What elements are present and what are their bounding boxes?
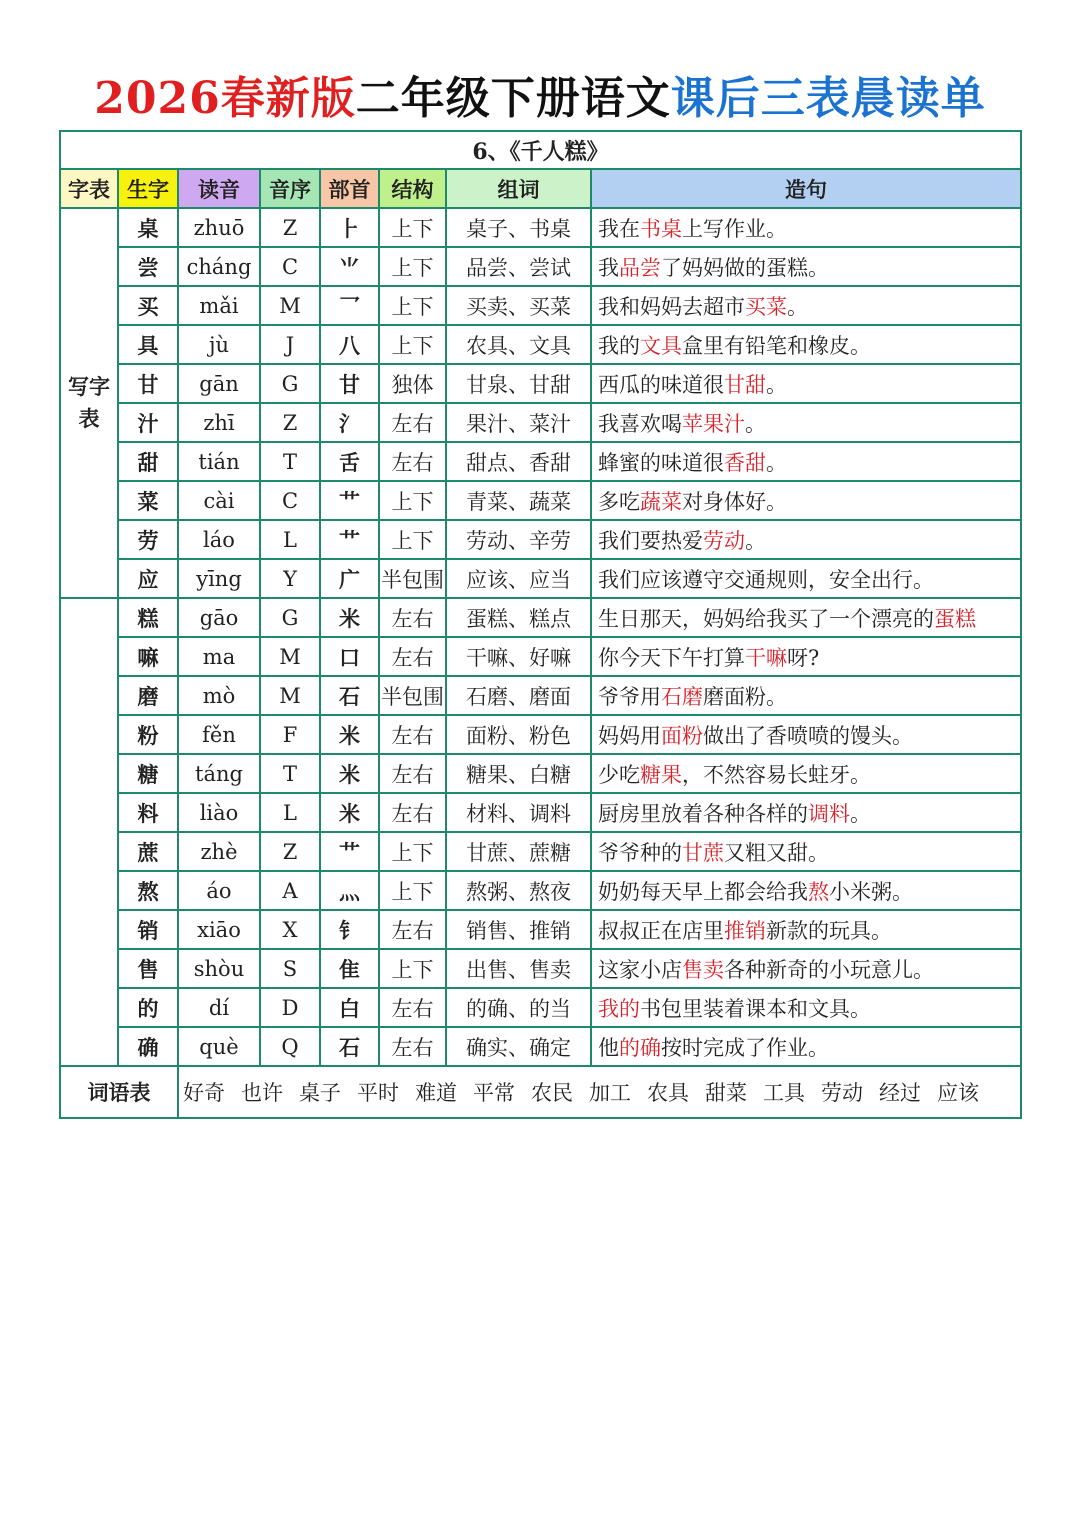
bushou-cell: 氵 — [320, 403, 379, 442]
pinyin-cell: zhè — [178, 832, 260, 871]
bushou-cell: 甘 — [320, 364, 379, 403]
vocab-label: 词语表 — [60, 1066, 178, 1118]
sentence-after: 。 — [766, 372, 787, 397]
bushou-cell: 八 — [320, 325, 379, 364]
jiegou-cell: 上下 — [379, 520, 446, 559]
table-row — [60, 871, 1021, 910]
pinyin-cell: jù — [178, 325, 260, 364]
pinyin-cell: yīng — [178, 559, 260, 598]
pinyin-cell: ma — [178, 637, 260, 676]
jiegou-cell: 上下 — [379, 871, 446, 910]
bushou-cell: 艹 — [320, 832, 379, 871]
char-cell: 买 — [118, 286, 178, 325]
table-row — [60, 520, 1021, 559]
table-row — [60, 1027, 1021, 1066]
table-row — [60, 754, 1021, 793]
yinxu-cell: Z — [260, 208, 320, 247]
yinxu-cell: G — [260, 364, 320, 403]
sentence-cell — [591, 364, 1021, 403]
sentence-before: 多吃 — [598, 489, 640, 514]
zuci-cell: 应该、应当 — [446, 559, 591, 598]
header-row — [60, 169, 1021, 208]
pinyin-cell: láo — [178, 520, 260, 559]
sentence-before: 西瓜的味道很 — [598, 372, 724, 397]
lesson-title: 6、《千人糕》 — [60, 131, 1021, 169]
sentence-after: 做出了香喷喷的馒头。 — [703, 723, 913, 748]
bushou-cell: 艹 — [320, 520, 379, 559]
sentence-after: 上写作业。 — [682, 216, 787, 241]
bushou-cell: 米 — [320, 598, 379, 637]
char-cell: 具 — [118, 325, 178, 364]
yinxu-cell: M — [260, 637, 320, 676]
sentence-cell — [591, 637, 1021, 676]
char-cell: 料 — [118, 793, 178, 832]
char-cell: 确 — [118, 1027, 178, 1066]
char-cell: 嘛 — [118, 637, 178, 676]
header-jiegou: 结构 — [379, 169, 446, 208]
table-row — [60, 247, 1021, 286]
char-cell: 糖 — [118, 754, 178, 793]
char-cell: 甘 — [118, 364, 178, 403]
table-row — [60, 676, 1021, 715]
sentence-after: 对身体好。 — [682, 489, 787, 514]
sentence-after: 又粗又甜。 — [724, 840, 829, 865]
sentence-before: 我在 — [598, 216, 640, 241]
jiegou-cell: 独体 — [379, 364, 446, 403]
sentence-highlight: 品尝 — [619, 255, 661, 280]
table-row — [60, 715, 1021, 754]
jiegou-cell: 半包围 — [379, 676, 446, 715]
bushou-cell: 白 — [320, 988, 379, 1027]
sentence-after: 。 — [787, 294, 808, 319]
section-label: 写字表 — [60, 208, 118, 598]
zuci-cell: 确实、确定 — [446, 1027, 591, 1066]
bushou-cell: 口 — [320, 637, 379, 676]
sentence-after: 盒里有铅笔和橡皮。 — [682, 333, 871, 358]
sentence-after: 。 — [745, 528, 766, 553]
header-bushou: 部首 — [320, 169, 379, 208]
sentence-before: 爷爷用 — [598, 684, 661, 709]
sentence-before: 奶奶每天早上都会给我 — [598, 879, 808, 904]
table-row — [60, 832, 1021, 871]
sentence-cell — [591, 754, 1021, 793]
sentence-before: 妈妈用 — [598, 723, 661, 748]
bushou-cell: 隹 — [320, 949, 379, 988]
char-cell: 的 — [118, 988, 178, 1027]
sentence-after: ，不然容易长蛀牙。 — [682, 762, 871, 787]
jiegou-cell: 左右 — [379, 910, 446, 949]
char-cell: 售 — [118, 949, 178, 988]
sentence-highlight: 调料 — [808, 801, 850, 826]
sentence-after: 新款的玩具。 — [766, 918, 892, 943]
vocab-words — [178, 1066, 1021, 1118]
reading-table — [59, 130, 1022, 1119]
jiegou-cell: 上下 — [379, 949, 446, 988]
bushou-cell: 舌 — [320, 442, 379, 481]
char-cell: 劳 — [118, 520, 178, 559]
zuci-cell: 甘蔗、蔗糖 — [446, 832, 591, 871]
table-row — [60, 988, 1021, 1027]
char-cell: 销 — [118, 910, 178, 949]
zuci-cell: 农具、文具 — [446, 325, 591, 364]
jiegou-cell: 上下 — [379, 325, 446, 364]
sentence-before: 我喜欢喝 — [598, 411, 682, 436]
header-yinxu: 音序 — [260, 169, 320, 208]
bushou-cell: 米 — [320, 754, 379, 793]
char-cell: 汁 — [118, 403, 178, 442]
sentence-highlight: 蛋糕 — [934, 606, 976, 631]
sentence-highlight: 买菜 — [745, 294, 787, 319]
pinyin-cell: táng — [178, 754, 260, 793]
zuci-cell: 品尝、尝试 — [446, 247, 591, 286]
bushou-cell: 广 — [320, 559, 379, 598]
yinxu-cell: Z — [260, 403, 320, 442]
sentence-after: 。 — [745, 411, 766, 436]
zuci-cell: 桌子、书桌 — [446, 208, 591, 247]
vocab-word: 工具 — [763, 1081, 805, 1105]
zuci-cell: 面粉、粉色 — [446, 715, 591, 754]
table-row — [60, 403, 1021, 442]
jiegou-cell: 左右 — [379, 988, 446, 1027]
bushou-cell: 艹 — [320, 481, 379, 520]
sentence-highlight: 文具 — [640, 333, 682, 358]
sentence-after: 书包里装着课本和文具。 — [640, 996, 871, 1021]
jiegou-cell: 上下 — [379, 208, 446, 247]
sentence-highlight: 书桌 — [640, 216, 682, 241]
vocab-word: 平时 — [357, 1081, 399, 1105]
pinyin-cell: áo — [178, 871, 260, 910]
yinxu-cell: A — [260, 871, 320, 910]
sentence-highlight: 石磨 — [661, 684, 703, 709]
bushou-cell: 钅 — [320, 910, 379, 949]
zuci-cell: 干嘛、好嘛 — [446, 637, 591, 676]
sentence-highlight: 甘蔗 — [682, 840, 724, 865]
sentence-before: 你今天下午打算 — [598, 645, 745, 670]
sentence-after: 。 — [850, 801, 871, 826]
table-row — [60, 793, 1021, 832]
table-row — [60, 598, 1021, 637]
sentence-highlight: 苹果汁 — [682, 411, 745, 436]
header-zuci: 组词 — [446, 169, 591, 208]
vocab-word: 好奇 — [183, 1081, 225, 1105]
zuci-cell: 买卖、买菜 — [446, 286, 591, 325]
jiegou-cell: 左右 — [379, 637, 446, 676]
jiegou-cell: 左右 — [379, 1027, 446, 1066]
yinxu-cell: Q — [260, 1027, 320, 1066]
char-cell: 应 — [118, 559, 178, 598]
jiegou-cell: 上下 — [379, 481, 446, 520]
pinyin-cell: dí — [178, 988, 260, 1027]
vocab-word: 经过 — [879, 1081, 921, 1105]
sentence-before: 我 — [598, 255, 619, 280]
sentence-cell — [591, 949, 1021, 988]
sentence-before: 蜂蜜的味道很 — [598, 450, 724, 475]
char-cell: 尝 — [118, 247, 178, 286]
lesson-caption-row — [60, 131, 1021, 169]
vocab-row — [60, 1066, 1021, 1118]
vocab-word: 农具 — [647, 1081, 689, 1105]
zuci-cell: 销售、推销 — [446, 910, 591, 949]
sentence-cell — [591, 598, 1021, 637]
yinxu-cell: L — [260, 793, 320, 832]
pinyin-cell: fěn — [178, 715, 260, 754]
sentence-before: 少吃 — [598, 762, 640, 787]
pinyin-cell: cháng — [178, 247, 260, 286]
zuci-cell: 出售、售卖 — [446, 949, 591, 988]
sentence-highlight: 面粉 — [661, 723, 703, 748]
sentence-cell — [591, 676, 1021, 715]
bushou-cell: ⺌ — [320, 247, 379, 286]
sentence-highlight: 甘甜 — [724, 372, 766, 397]
pinyin-cell: què — [178, 1027, 260, 1066]
sentence-cell — [591, 325, 1021, 364]
jiegou-cell: 左右 — [379, 598, 446, 637]
header-shengzi: 生字 — [118, 169, 178, 208]
table-row — [60, 208, 1021, 247]
zuci-cell: 甘泉、甘甜 — [446, 364, 591, 403]
jiegou-cell: 左右 — [379, 754, 446, 793]
yinxu-cell: Y — [260, 559, 320, 598]
vocab-word: 应该 — [937, 1081, 979, 1105]
sentence-before: 爷爷种的 — [598, 840, 682, 865]
sentence-highlight: 的确 — [619, 1035, 661, 1060]
sentence-highlight: 蔬菜 — [640, 489, 682, 514]
bushou-cell: 米 — [320, 793, 379, 832]
jiegou-cell: 左右 — [379, 793, 446, 832]
sentence-cell — [591, 715, 1021, 754]
sentence-cell — [591, 520, 1021, 559]
table-row — [60, 481, 1021, 520]
vocab-word: 劳动 — [821, 1081, 863, 1105]
char-cell: 熬 — [118, 871, 178, 910]
title-part-grade: 二年级下册语文 — [355, 73, 671, 124]
pinyin-cell: zhī — [178, 403, 260, 442]
sentence-cell — [591, 208, 1021, 247]
sentence-after: 小米粥。 — [829, 879, 913, 904]
sentence-cell — [591, 403, 1021, 442]
sentence-after: 按时完成了作业。 — [661, 1035, 829, 1060]
table-row — [60, 949, 1021, 988]
zuci-cell: 熬粥、熬夜 — [446, 871, 591, 910]
bushou-cell: 石 — [320, 676, 379, 715]
vocab-word: 也许 — [241, 1081, 283, 1105]
vocab-word: 平常 — [473, 1081, 515, 1105]
zuci-cell: 甜点、香甜 — [446, 442, 591, 481]
zuci-cell: 青菜、蔬菜 — [446, 481, 591, 520]
table-row — [60, 910, 1021, 949]
pinyin-cell: liào — [178, 793, 260, 832]
pinyin-cell: cài — [178, 481, 260, 520]
bushou-cell: ⺊ — [320, 208, 379, 247]
sentence-highlight: 熬 — [808, 879, 829, 904]
sentence-cell — [591, 442, 1021, 481]
char-cell: 菜 — [118, 481, 178, 520]
yinxu-cell: D — [260, 988, 320, 1027]
table-row — [60, 286, 1021, 325]
jiegou-cell: 半包围 — [379, 559, 446, 598]
sentence-before: 他 — [598, 1035, 619, 1060]
pinyin-cell: gān — [178, 364, 260, 403]
vocab-word: 难道 — [415, 1081, 457, 1105]
yinxu-cell: Z — [260, 832, 320, 871]
sentence-cell — [591, 247, 1021, 286]
sentence-highlight: 推销 — [724, 918, 766, 943]
char-cell: 甜 — [118, 442, 178, 481]
table-body — [60, 131, 1021, 1118]
yinxu-cell: J — [260, 325, 320, 364]
jiegou-cell: 上下 — [379, 832, 446, 871]
zuci-cell: 材料、调料 — [446, 793, 591, 832]
sentence-after: 。 — [766, 450, 787, 475]
sentence-after: 磨面粉。 — [703, 684, 787, 709]
yinxu-cell: M — [260, 286, 320, 325]
bushou-cell: 灬 — [320, 871, 379, 910]
yinxu-cell: S — [260, 949, 320, 988]
section-label — [60, 598, 118, 1066]
sentence-highlight: 我的 — [598, 996, 640, 1021]
zuci-cell: 果汁、菜汁 — [446, 403, 591, 442]
bushou-cell: 乛 — [320, 286, 379, 325]
sentence-cell — [591, 481, 1021, 520]
yinxu-cell: X — [260, 910, 320, 949]
vocab-word: 甜菜 — [705, 1081, 747, 1105]
char-cell: 粉 — [118, 715, 178, 754]
char-cell: 蔗 — [118, 832, 178, 871]
sentence-highlight: 售卖 — [682, 957, 724, 982]
yinxu-cell: G — [260, 598, 320, 637]
yinxu-cell: C — [260, 247, 320, 286]
yinxu-cell: M — [260, 676, 320, 715]
sentence-highlight: 香甜 — [724, 450, 766, 475]
yinxu-cell: T — [260, 442, 320, 481]
sentence-before: 我们要热爱 — [598, 528, 703, 553]
title-part-year: 2026春新版 — [94, 73, 356, 124]
table-row — [60, 559, 1021, 598]
bushou-cell: 米 — [320, 715, 379, 754]
sentence-before: 叔叔正在店里 — [598, 918, 724, 943]
table-row — [60, 325, 1021, 364]
sentence-before: 厨房里放着各种各样的 — [598, 801, 808, 826]
sentence-after: 各种新奇的小玩意儿。 — [724, 957, 934, 982]
sentence-cell — [591, 871, 1021, 910]
sentence-before: 我们应该遵守交通规则，安全出行。 — [598, 567, 934, 592]
jiegou-cell: 左右 — [379, 442, 446, 481]
sentence-cell — [591, 793, 1021, 832]
pinyin-cell: mò — [178, 676, 260, 715]
sentence-before: 这家小店 — [598, 957, 682, 982]
title-part-type: 课后三表晨读单 — [670, 73, 986, 124]
page-title — [0, 62, 1080, 126]
sentence-before: 生日那天，妈妈给我买了一个漂亮的 — [598, 606, 934, 631]
zuci-cell: 石磨、磨面 — [446, 676, 591, 715]
char-cell: 桌 — [118, 208, 178, 247]
sentence-after: 呀? — [787, 645, 820, 670]
char-cell: 磨 — [118, 676, 178, 715]
zuci-cell: 的确、的当 — [446, 988, 591, 1027]
pinyin-cell: gāo — [178, 598, 260, 637]
zuci-cell: 劳动、辛劳 — [446, 520, 591, 559]
table-row — [60, 442, 1021, 481]
vocab-word: 加工 — [589, 1081, 631, 1105]
table-row — [60, 364, 1021, 403]
yinxu-cell: C — [260, 481, 320, 520]
sentence-highlight: 干嘛 — [745, 645, 787, 670]
zuci-cell: 糖果、白糖 — [446, 754, 591, 793]
yinxu-cell: L — [260, 520, 320, 559]
jiegou-cell: 左右 — [379, 715, 446, 754]
vocab-word: 桌子 — [299, 1081, 341, 1105]
sentence-cell — [591, 1027, 1021, 1066]
header-zaoju: 造句 — [591, 169, 1021, 208]
sentence-cell — [591, 910, 1021, 949]
pinyin-cell: xiāo — [178, 910, 260, 949]
yinxu-cell: T — [260, 754, 320, 793]
sentence-cell — [591, 832, 1021, 871]
pinyin-cell: tián — [178, 442, 260, 481]
sentence-cell — [591, 286, 1021, 325]
sentence-before: 我和妈妈去超市 — [598, 294, 745, 319]
zuci-cell: 蛋糕、糕点 — [446, 598, 591, 637]
header-zibiao: 字表 — [60, 169, 118, 208]
pinyin-cell: mǎi — [178, 286, 260, 325]
jiegou-cell: 左右 — [379, 403, 446, 442]
sentence-highlight: 糖果 — [640, 762, 682, 787]
pinyin-cell: zhuō — [178, 208, 260, 247]
table-row — [60, 637, 1021, 676]
yinxu-cell: F — [260, 715, 320, 754]
pinyin-cell: shòu — [178, 949, 260, 988]
jiegou-cell: 上下 — [379, 286, 446, 325]
vocab-word: 农民 — [531, 1081, 573, 1105]
char-cell: 糕 — [118, 598, 178, 637]
jiegou-cell: 上下 — [379, 247, 446, 286]
sentence-cell — [591, 559, 1021, 598]
sentence-cell — [591, 988, 1021, 1027]
bushou-cell: 石 — [320, 1027, 379, 1066]
sentence-after: 了妈妈做的蛋糕。 — [661, 255, 829, 280]
sentence-before: 我的 — [598, 333, 640, 358]
sentence-highlight: 劳动 — [703, 528, 745, 553]
header-duyin: 读音 — [178, 169, 260, 208]
